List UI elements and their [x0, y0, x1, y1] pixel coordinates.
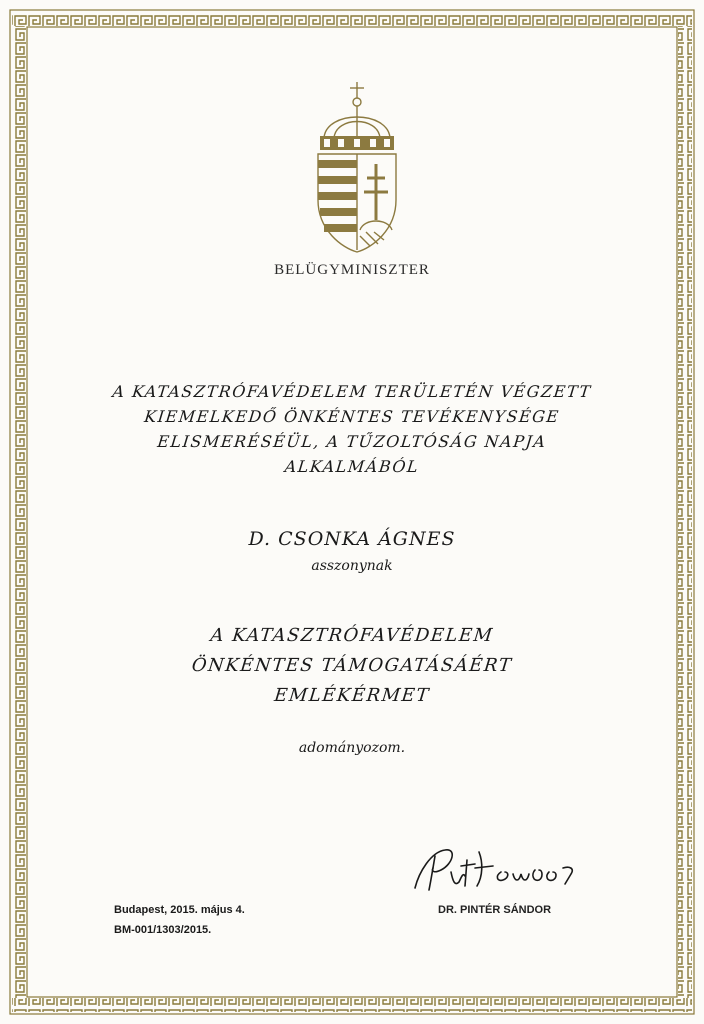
award-line: ÖNKÉNTES TÁMOGATÁSÁÉRT — [190, 655, 514, 676]
award-title — [0, 621, 704, 711]
signer-name: DR. PINTÉR SÁNDOR — [438, 904, 552, 916]
award-line: EMLÉKÉRMET — [273, 685, 431, 706]
award-line: A KATASZTRÓFAVÉDELEM — [209, 625, 495, 646]
recipient-name: D. CSONKA ÁGNES — [248, 528, 456, 550]
issuer-title: BELÜGYMINISZTER — [274, 262, 430, 278]
reason-line: KIEMELKEDŐ ÖNKÉNTES TEVÉKENYSÉGE — [143, 407, 561, 426]
place-date: Budapest, 2015. május 4. — [114, 904, 245, 916]
reference-number: BM-001/1303/2015. — [114, 924, 212, 936]
coat-of-arms-emblem — [310, 80, 404, 256]
handwritten-signature — [405, 842, 605, 902]
reason-text — [0, 379, 704, 479]
reason-line: A KATASZTRÓFAVÉDELEM TERÜLETÉN VÉGZETT — [111, 382, 593, 401]
reason-line: ELISMERÉSÉÜL, A TŰZOLTÓSÁG NAPJA — [156, 432, 548, 451]
award-verb: adományozom. — [298, 740, 406, 756]
reason-line: ALKALMÁBÓL — [283, 457, 421, 476]
recipient-suffix: asszonynak — [311, 558, 393, 574]
